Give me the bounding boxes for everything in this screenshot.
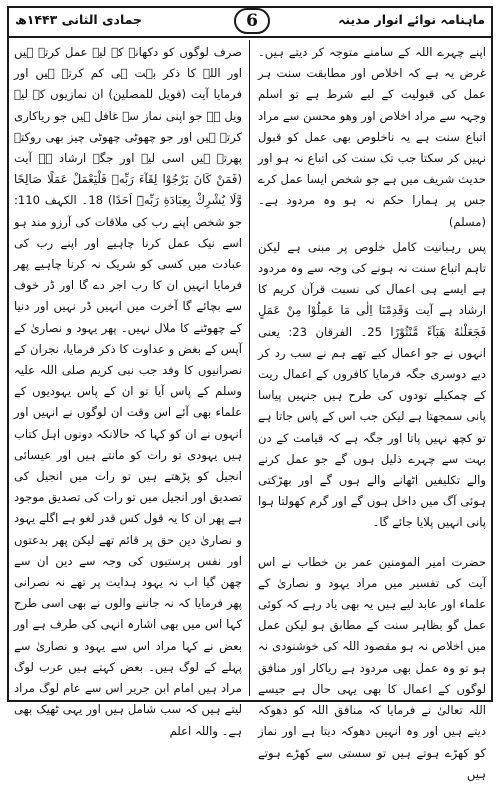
left-paragraph-1: صرف لوگوں کو دکھانے کے لیے عمل کرتے ہیں اور اللہ کا ذکر بہت ہی کم کرتے ہیں اور فرمایا آیت (فویل للمصلین) ان نمازیوں کے لیے ویل ہے جو اپنی نماز سے غافل ہیں جو ریاکاری کرتے ہیں اور جو چھوٹی چھوٹی چیز بھی روکتے پھرتے ہیں اسی لیے اور جگہ ارشاد ہے آیت (فَمَنْ كَانَ يَرْجُوْا لِقَآءَ رَبِّهٖ فَلْيَعْمَلْ عَمَلًا صَالِحًا وَّلَا يُشْرِكْ بِعِبَادَةِ رَبِّهٖٓ اَحَدًا) 18۔ الکہف 110: جو شخص اپنے رب کی ملاقات کی آرزو مند ہو اسے نیک عمل کرنا چاہیے اور اپنے رب کی عبادت میں کسی کو شریک نہ کرنا چاہیے پھر فرمایا انہیں ان کا رب اجر دے گا اور ڈر خوف سے بچائے گا آخرت میں انہیں ڈر نہیں اور دنیا کے چھوٹنے کا ملال نہیں۔ پھر یہود و نصاریٰ کے آپس کے بغض و عداوت کا ذکر فرمایا، نجران کے نصرانیوں کا وفد جب نبی کریم صلی اللہ علیہ وسلم کے پاس آیا تو ان کے پاس یہودیوں کے علماء بھی آئے اس وقت ان لوگوں نے انہیں اور انہوں نے ان کو کہا کہ حالانکہ دونوں اہل کتاب ہیں یہودی تو رات کو مانتے ہیں اور عیسائی انجیل کو پڑھتے ہیں تو رات میں انجیل کی تصدیق اور انجیل میں تو رات کی تصدیق موجود ہے پھر ان کا یہ قول کس قدر لغو ہے اگلے یہود و نصاریٰ دین حق پر قائم تھے لیکن پھر بدعتوں اور نفس پرستیوں کی وجہ سے دین ان سے چھن گیا اب نہ یہود ہدایت پر تھے نہ نصرانی پھر فرمایا کہ نہ جاننے والوں نے بھی اسی طرح کہا اس میں بھی اشارہ انہی کی طرف ہے اور بعض نے کہا مراد اس سے یہود و نصاریٰ سے پہلے کے لوگ ہیں۔ بعض کہتے ہیں عرب لوگ مراد ہیں امام ابن جریر اس سے عام لوگ مراد لیتے ہیں کہ سب شامل ہیں اور یہی ٹھیک بھی ہے۔ واللہ اعلم	[14, 45, 242, 738]
page-number: 6	[234, 8, 270, 34]
left-column	[14, 42, 242, 738]
magazine-title: ماہنامہ نوائے انوار مدینہ	[338, 12, 485, 27]
paragraph-gap	[258, 538, 486, 552]
issue-date: جمادی الثانی ۱۴۴۳ھ	[15, 12, 143, 27]
right-paragraph-3: حضرت امیر المومنین عمر بن خطاب نے اس آیت کی تفسیر میں مراد یہود و نصاریٰ کے علماء اور عابد لیے ہیں یہ بھی یاد رہے کہ کوئی عمل گو بظاہر سنت کے مطابق ہو لیکن عمل میں اخلاص نہ ہو مقصود اللہ کی خوشنودی نہ ہو تو وہ عمل بھی مردود ہے ریاکار اور منافق لوگوں کے اعمال کا بھی یہی حال ہے جیسے اللہ تعالیٰ نے فرمایا کہ منافق اللہ کو دھوکہ دیتے ہیں اور وہ انہیں دھوکہ دیتا ہے اور نماز کو کھڑے ہوتے ہیں تو سستی سے کھڑے ہوتے ہیں	[258, 554, 486, 781]
right-paragraph-2: پس رہبانیت کامل خلوص پر مبنی ہے لیکن تاہم اتباع سنت نہ ہونے کی وجہ سے وہ مردود ہے ایسے ہی اعمال کی نسبت قرآن کریم کا ارشاد ہے آیت وَقَدِمْنَا اِلٰی مَا عَمِلُوْا مِنْ عَمَلٍ فَجَعَلْنٰهُ هَبَآءً مَّنْثُوْرًا 25۔ الفرقان 23: یعنی انہوں نے جو اعمال کیے تھے ہم نے سب رد کر دیے دوسری جگہ فرمایا کافروں کے اعمال ریت کے چمکیلے تودوں کی طرح ہیں جنہیں پیاسا پانی سمجھتا ہے لیکن جب اس کے پاس جاتا ہے تو کچھ نہیں پاتا اور جگہ ہے کہ قیامت کے دن بہت سے چہرے ذلیل ہوں گے جو عمل کرنے والے تکلیفیں اٹھانے والے ہوں گے اور بھڑکتی ہوئی آگ میں داخل ہوں گے اور گرم کھولتا ہوا پانی انہیں پلایا جائے گا۔	[258, 239, 487, 530]
right-paragraph-1: اپنے چہرے اللہ کے سامنے متوجہ کر دیتے ہیں۔ غرض یہ ہے کہ اخلاص اور مطابقت سنت ہر عمل کی قبولیت کے لیے شرط ہے تو اسلم وجہہ سے مراد اخلاص اور وھو محسن سے مراد اتباع سنت ہے یہ ناخلوص بھی عمل کو قبول نہیں کر سکتا جب تک سنت کی اتباع نہ ہو اور حدیث شریف میں ہے جو شخص ایسا عمل کرے جس پر ہمارا حکم نہ ہو وہ مردود ہے۔ (مسلم)	[258, 45, 486, 229]
right-column	[258, 42, 487, 781]
page-header	[9, 8, 491, 38]
column-divider	[249, 40, 250, 696]
